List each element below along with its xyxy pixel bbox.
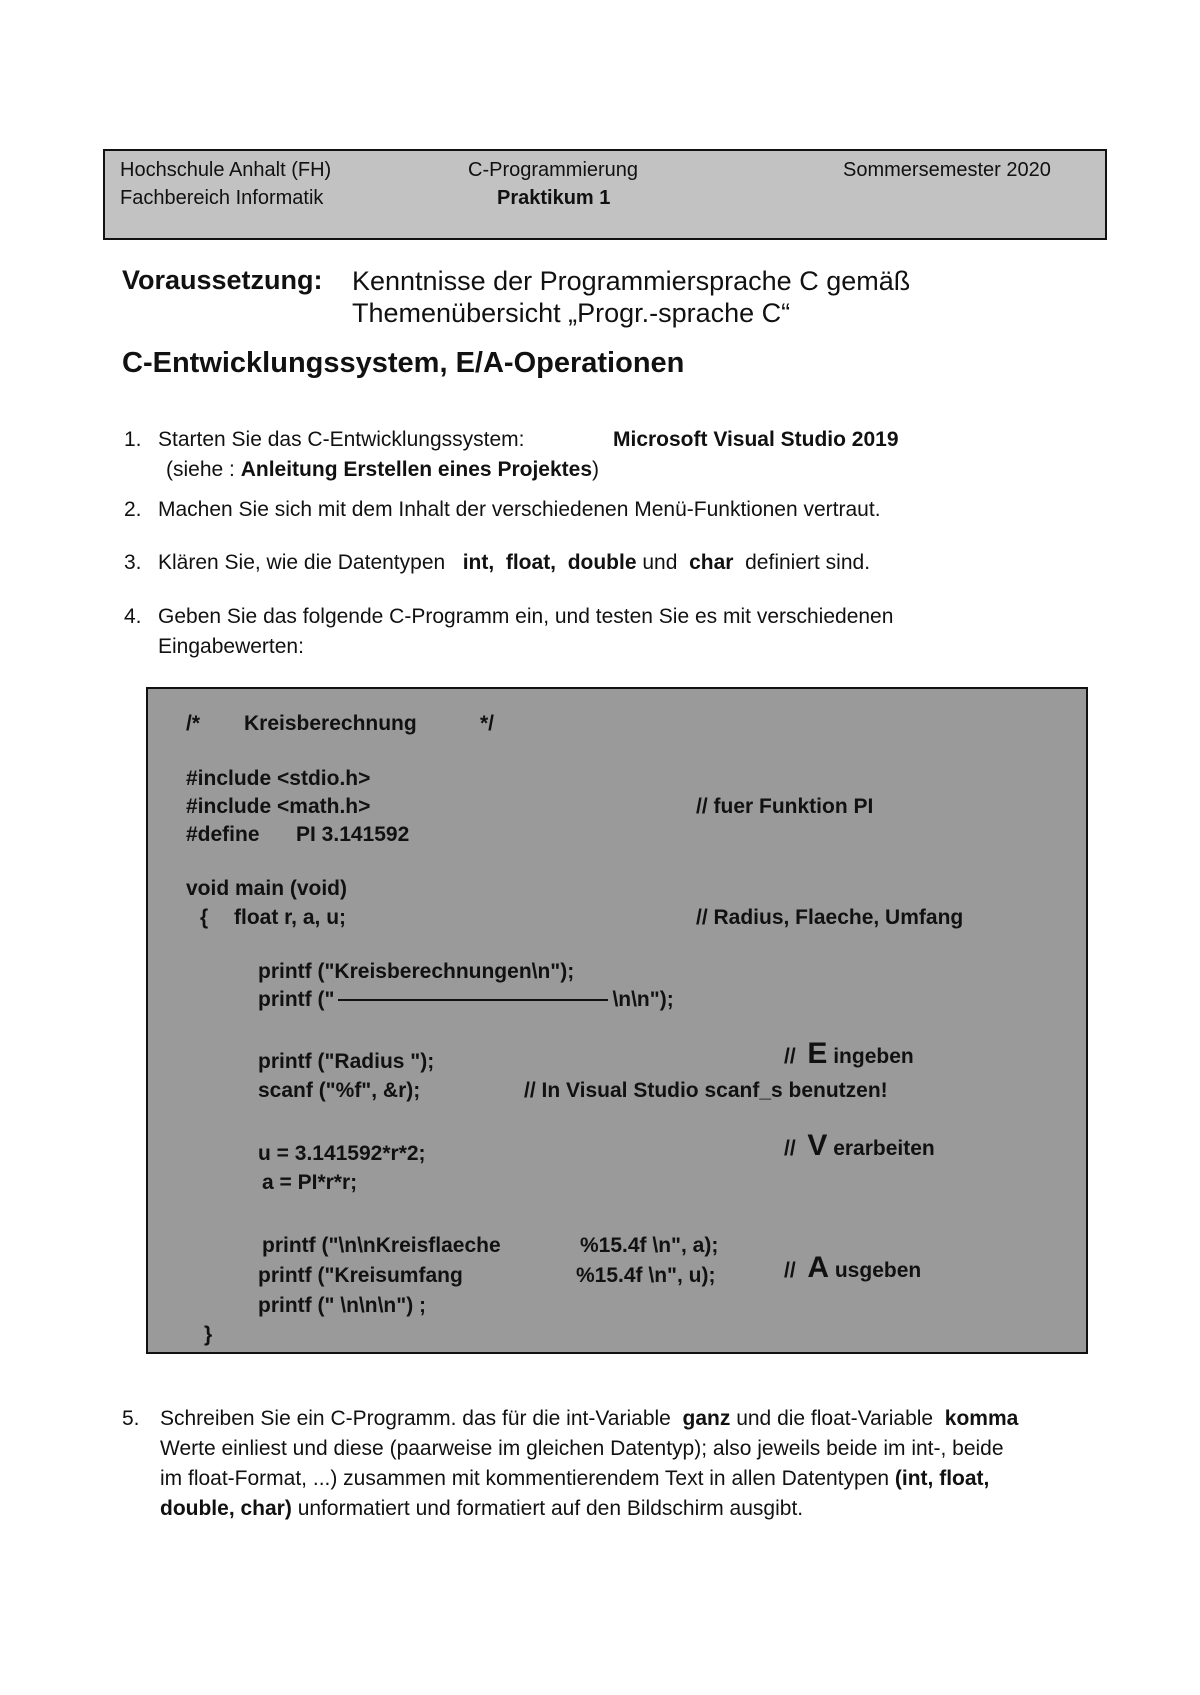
- prerequisite-line-1: Kenntnisse der Programmiersprache C gemäß: [352, 266, 911, 296]
- section-title: C-Entwicklungssystem, E/A-Operationen: [122, 347, 685, 379]
- task-text: Starten Sie das C-Entwicklungssystem:: [158, 428, 525, 451]
- code-brace-close: }: [204, 1323, 213, 1346]
- code-define-value: PI 3.141592: [296, 823, 410, 846]
- task-line-2: Werte einliest und diese (paarweise im gleichen Datentyp); also jeweils beide im int-, beide: [160, 1437, 1004, 1460]
- task-note: [166, 455, 599, 485]
- eva-rest: usgeben: [834, 1259, 922, 1282]
- task-text-b: und: [642, 551, 678, 574]
- task-line-4: [160, 1494, 1150, 1524]
- code-assign-u: u = 3.141592*r*2;: [258, 1142, 426, 1165]
- task-text-c: definiert sind.: [745, 551, 871, 574]
- comment-slashes: //: [784, 1259, 796, 1282]
- code-define-keyword: #define: [186, 823, 260, 846]
- product-name: Microsoft Visual Studio 2019: [613, 428, 899, 451]
- note-close: ): [592, 458, 599, 481]
- var-ganz: ganz: [682, 1407, 731, 1430]
- code-comment-title: Kreisberechnung: [244, 712, 417, 735]
- code-comment: // In Visual Studio scanf_s benutzen!: [524, 1079, 888, 1102]
- code-include-math: #include <math.h>: [186, 795, 371, 818]
- code-assign-a: a = PI*r*r;: [262, 1171, 358, 1194]
- code-comment-eva: [784, 1129, 935, 1162]
- comment-slashes: //: [784, 1137, 796, 1160]
- text: unformatiert und formatiert auf den Bildschirm ausgibt.: [297, 1497, 804, 1520]
- task-number: 3.: [124, 551, 142, 574]
- task-text: [158, 548, 870, 578]
- code-brace-open: {: [200, 906, 209, 929]
- code-comment-eva: [784, 1037, 914, 1070]
- task-line-1: [160, 1404, 1150, 1434]
- code-printf-separator: [258, 987, 674, 1013]
- code-text: \n\n");: [612, 988, 674, 1011]
- code-comment-open: /*: [186, 712, 201, 735]
- code-main: void main (void): [186, 877, 348, 900]
- code-printf: printf (" \n\n\n") ;: [258, 1294, 427, 1317]
- note-open: (siehe :: [166, 458, 235, 481]
- task-line-3: [160, 1464, 1150, 1494]
- eva-rest: ingeben: [833, 1045, 914, 1068]
- separator-line: [338, 999, 608, 1001]
- code-comment: // Radius, Flaeche, Umfang: [696, 906, 964, 929]
- task-number: 4.: [124, 605, 142, 628]
- code-comment-close: */: [480, 712, 495, 735]
- code-printf: printf ("Kreisumfang: [258, 1264, 463, 1287]
- code-scanf: scanf ("%f", &r);: [258, 1079, 421, 1102]
- code-comment: // fuer Funktion PI: [696, 795, 874, 818]
- text: und die float-Variable: [736, 1407, 934, 1430]
- code-format: %15.4f \n", a);: [580, 1234, 719, 1257]
- task-text: Machen Sie sich mit dem Inhalt der verschiedenen Menü-Funktionen vertraut.: [158, 498, 881, 521]
- institution: Hochschule Anhalt (FH): [120, 159, 332, 181]
- task-text-line-1: Geben Sie das folgende C-Programm ein, und testen Sie es mit verschiedenen: [158, 605, 894, 628]
- task-text-a: Klären Sie, wie die Datentypen: [158, 551, 446, 574]
- prerequisite-line-2: Themenübersicht „Progr.-sprache C“: [352, 298, 791, 328]
- code-printf: printf ("\n\nKreisflaeche: [262, 1234, 501, 1257]
- datatypes: double, char): [160, 1497, 292, 1520]
- eva-rest: erarbeiten: [833, 1137, 935, 1160]
- datatypes: (int, float,: [894, 1467, 990, 1490]
- code-declaration: float r, a, u;: [234, 906, 347, 929]
- code-format: %15.4f \n", u);: [576, 1264, 716, 1287]
- task-number: 1.: [124, 428, 142, 451]
- comment-slashes: //: [784, 1045, 796, 1068]
- semester: Sommersemester 2020: [843, 159, 1051, 181]
- prerequisite-label: Voraussetzung:: [122, 265, 323, 295]
- text: Schreiben Sie ein C-Programm. das für die int-Variable: [160, 1407, 671, 1430]
- text: im float-Format, ...) zusammen mit kommentierendem Text in allen Datentypen: [160, 1467, 890, 1490]
- header-box: [103, 149, 1107, 240]
- code-text: printf (": [258, 988, 335, 1011]
- task-text-line-2: Eingabewerten:: [158, 635, 304, 658]
- task-text: [160, 1404, 1150, 1524]
- code-comment-eva: [784, 1251, 922, 1284]
- task-number: 5.: [122, 1407, 140, 1430]
- department: Fachbereich Informatik: [120, 187, 324, 209]
- type-float: float,: [505, 551, 557, 574]
- code-include-stdio: #include <stdio.h>: [186, 767, 371, 790]
- code-printf: printf ("Radius ");: [258, 1050, 435, 1073]
- eva-letter: A: [807, 1251, 830, 1284]
- task-number: 2.: [124, 498, 142, 521]
- lab-number: Praktikum 1: [497, 187, 611, 209]
- note-guide-title: Anleitung Erstellen eines Projektes: [240, 458, 592, 481]
- type-int: int,: [462, 551, 495, 574]
- code-listing: [146, 687, 1088, 1354]
- var-komma: komma: [944, 1407, 1019, 1430]
- type-char: char: [689, 551, 734, 574]
- type-double: double: [567, 551, 637, 574]
- prerequisite-text: [352, 265, 910, 329]
- course-title: C-Programmierung: [468, 159, 639, 181]
- eva-letter: V: [807, 1129, 828, 1162]
- eva-letter: E: [807, 1037, 828, 1070]
- code-printf: printf ("Kreisberechnungen\n");: [258, 960, 575, 983]
